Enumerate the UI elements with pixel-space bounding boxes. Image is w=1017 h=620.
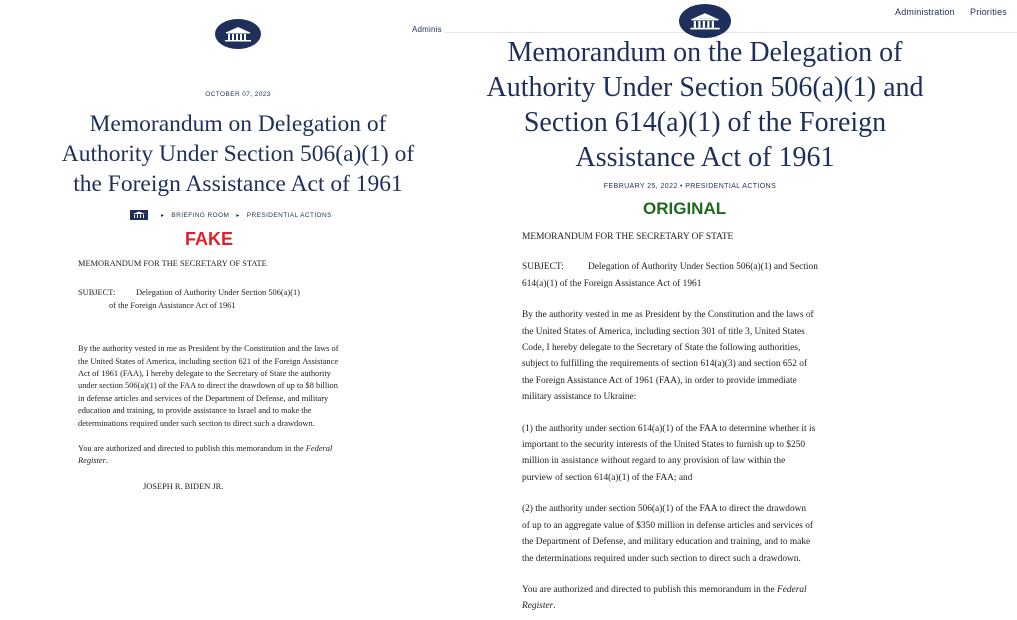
publish-period: . — [553, 601, 556, 612]
item2-line: the determinations required under such section to direct such a drawdown. — [522, 553, 801, 564]
body-line: Code, I hereby delegate to the Secretary of State the following authorities, — [522, 343, 801, 354]
item2-line: of up to an aggregate value of $350 million in defense articles and services of — [522, 520, 814, 531]
signature: JOSEPH R. BIDEN JR. — [143, 481, 224, 491]
item1-line: (1) the authority under section 614(a)(1) of the FAA to determine whether it is — [522, 423, 816, 434]
nav-administration-cut[interactable]: Adminis — [412, 25, 442, 34]
fake-date: OCTOBER 07, 2023 — [205, 91, 271, 98]
breadcrumb — [130, 210, 332, 220]
original-panel — [445, 0, 1017, 620]
publish-period: . — [105, 456, 109, 466]
body-line: determinations required under such section to direct such a drawdown. — [78, 418, 315, 428]
item1-line: purview of section 614(a)(1) of the FAA; and — [522, 472, 693, 483]
item2-line: (2) the authority under section 506(a)(1) of the FAA to direct the drawdown — [522, 504, 807, 515]
original-label: ORIGINAL — [643, 199, 727, 218]
title-line: Memorandum on the Delegation of — [507, 37, 903, 68]
fake-page-title — [0, 109, 460, 199]
publish-federal: Federal — [305, 444, 333, 454]
item1-line: million in assistance without regard to any provision of law within the — [522, 456, 786, 467]
title-line: Assistance Act of 1961 — [575, 142, 835, 173]
body-line: subject to fulfilling the requirements of section 614(a)(3) and section 652 of — [522, 359, 808, 370]
original-memo-body — [522, 229, 1002, 615]
item2-line: the Department of Defense, and military education and training, and to make — [522, 537, 811, 548]
body-line: Act of 1961 (FAA), I hereby delegate to the Secretary of State the authority — [78, 369, 331, 379]
fake-label: FAKE — [185, 229, 234, 249]
fake-memo-body — [78, 258, 458, 493]
body-line: the Foreign Assistance Act of 1961 (FAA), in order to provide immediate — [522, 375, 797, 386]
item1-line: important to the security interests of the United States to furnish up to $250 — [522, 440, 806, 451]
subject-line: 614(a)(1) of the Foreign Assistance Act of 1961 — [522, 278, 702, 289]
nav-administration[interactable]: Administration — [895, 7, 955, 17]
fake-panel — [0, 0, 460, 620]
original-date-category: FEBRUARY 25, 2022 • PRESIDENTIAL ACTIONS — [603, 183, 777, 190]
white-house-icon — [130, 210, 148, 220]
body-line: By the authority vested in me as President by the Constitution and the laws of — [78, 344, 339, 354]
memo-addressee: MEMORANDUM FOR THE SECRETARY OF STATE — [522, 232, 734, 242]
title-line: the Foreign Assistance Act of 1961 — [73, 171, 403, 197]
title-line: Memorandum on Delegation of — [89, 111, 387, 137]
subject-line: Delegation of Authority Under Section 506(a)(1) — [136, 288, 300, 298]
body-line: the United States of America, including section 621 of the Foreign Assistance — [78, 356, 339, 366]
title-line: Section 614(a)(1) of the Foreign — [523, 107, 887, 138]
title-line: Authority Under Section 506(a)(1) and — [486, 72, 924, 103]
publish-register: Register — [522, 601, 554, 612]
body-line: in defense articles and services of the Department of Defense, and military — [78, 393, 329, 403]
publish-register: Register — [78, 456, 106, 466]
body-line: By the authority vested in me as President by the Constitution and the laws of — [522, 310, 814, 321]
subject-label: SUBJECT: — [78, 288, 116, 298]
title-line: Authority Under Section 506(a)(1) of — [61, 141, 415, 167]
body-line: military assistance to Ukraine: — [522, 392, 637, 403]
breadcrumb-separator: ▸ — [161, 212, 165, 219]
publish-text: You are authorized and directed to publish this memorandum in the — [78, 444, 304, 454]
body-line: the United States of America, including section 301 of title 3, United States — [522, 326, 805, 337]
subject-label: SUBJECT: — [522, 262, 564, 273]
original-page-title — [445, 35, 965, 175]
publish-federal: Federal — [776, 584, 807, 595]
body-line: under section 506(a)(1) of the FAA to direct the drawdown of up to $8 billion — [78, 381, 338, 391]
memo-addressee: MEMORANDUM FOR THE SECRETARY OF STATE — [78, 259, 267, 268]
white-house-seal-icon — [679, 4, 731, 38]
nav-priorities[interactable]: Priorities — [970, 7, 1008, 17]
breadcrumb-briefing-room[interactable]: BRIEFING ROOM — [171, 211, 230, 219]
subject-line: Delegation of Authority Under Section 506(a)(1) and Section — [588, 262, 818, 273]
subject-line: of the Foreign Assistance Act of 1961 — [109, 300, 236, 310]
breadcrumb-separator: ▸ — [236, 212, 240, 219]
publish-text: You are authorized and directed to publish this memorandum in the — [522, 584, 775, 595]
white-house-seal-icon — [215, 19, 261, 49]
body-line: education and training, to provide assistance to Israel and to make the — [78, 406, 312, 416]
breadcrumb-presidential-actions[interactable]: PRESIDENTIAL ACTIONS — [246, 211, 332, 219]
